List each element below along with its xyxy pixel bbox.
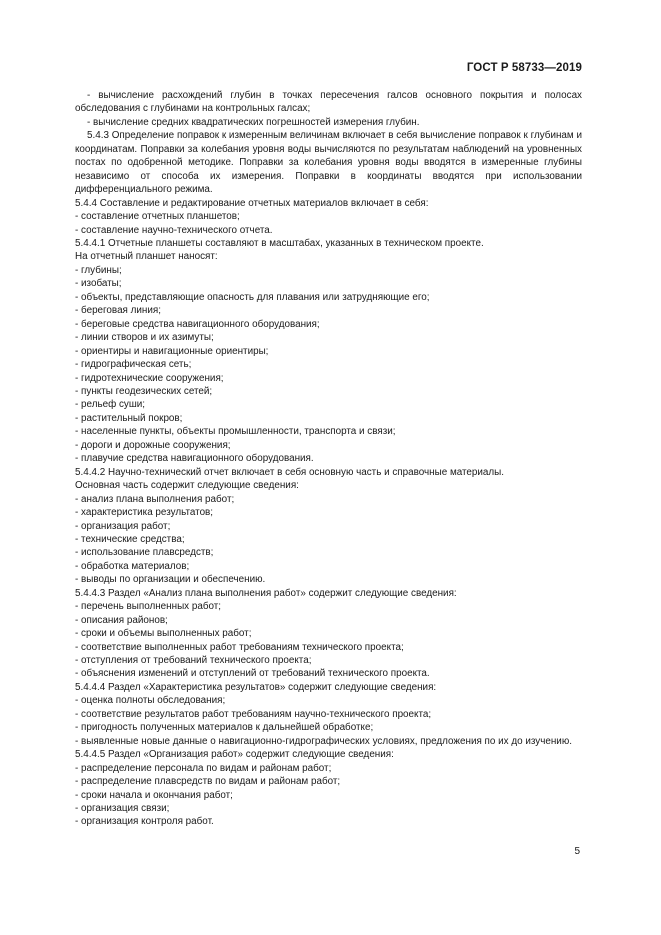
text-line: - береговая линия; (75, 305, 161, 317)
text-line: 5.4.4.5 Раздел «Организация работ» содержит следующие сведения: (75, 749, 394, 761)
text-line: - выводы по организации и обеспечению. (75, 574, 266, 586)
standard-designation: ГОСТ Р 58733—2019 (466, 62, 582, 74)
text-line: - гидрографическая сеть; (75, 359, 192, 371)
text-line: - линии створов и их азимуты; (75, 332, 214, 344)
text-line: - береговые средства навигационного оборудования; (75, 318, 320, 330)
text-line: - сроки начала и окончания работ; (75, 789, 233, 801)
text-line: - объяснения изменений и отступлений от требований технического проекта. (75, 668, 430, 680)
text-line: - рельеф суши; (75, 399, 146, 411)
text-line: - соответствие выполненных работ требованиям технического проекта; (75, 641, 404, 653)
document-body (75, 89, 582, 829)
text-line: - технические средства; (75, 533, 185, 545)
text-line: - составление отчетных планшетов; (75, 211, 240, 223)
text-line: - населенные пункты, объекты промышленности, транспорта и связи; (75, 426, 396, 438)
text-line: - гидротехнические сооружения; (75, 372, 224, 384)
text-line: - характеристика результатов; (75, 507, 214, 519)
text-line: - вычисление средних квадратических погрешностей измерения глубин. (87, 116, 420, 128)
text-line: - ориентиры и навигационные ориентиры; (75, 345, 269, 357)
text-line: - перечень выполненных работ; (75, 601, 222, 613)
text-line: - распределение персонала по видам и районам работ; (75, 762, 332, 774)
text-line: 5.4.4.3 Раздел «Анализ плана выполнения работ» содержит следующие сведения: (75, 587, 457, 599)
text-line: - глубины; (75, 264, 122, 276)
text-line: 5.4.3 Определение поправок к измеренным величинам включает в себя вычисление поправок к глубинам и координатам. Поправки за колебания уровня воды вычисляются по результатам наблюдений на уровненных постах по одобренной методике. Поправки за колебания уровня воды вводятся в измеренные глубины независимо от способа их измерения. Поправки в координаты вводятся при использовании дифференциального режима. (75, 130, 582, 196)
text-line: - плавучие средства навигационного оборудования. (75, 453, 314, 465)
text-line: 5.4.4.2 Научно-технический отчет включает в себя основную часть и справочные материалы. (75, 466, 505, 478)
text-line: - организация контроля работ. (75, 816, 214, 828)
text-line: 5.4.4.1 Отчетные планшеты составляют в масштабах, указанных в техническом проекте. (75, 237, 484, 249)
text-line: - составление научно-технического отчета. (75, 224, 273, 236)
page-number: 5 (574, 846, 580, 857)
text-line: - объекты, представляющие опасность для плавания или затрудняющие его; (75, 291, 430, 303)
text-line: - выявленные новые данные о навигационно-гидрографических условиях, предложения по их до изучению. (75, 735, 572, 747)
text-line: - дороги и дорожные сооружения; (75, 439, 231, 451)
text-line: - отступления от требований технического проекта; (75, 655, 312, 667)
text-line: - организация работ; (75, 520, 171, 532)
text-line: - анализ плана выполнения работ; (75, 493, 235, 505)
text-line: - распределение плавсредств по видам и районам работ; (75, 776, 341, 788)
text-line: - использование плавсредств; (75, 547, 214, 559)
text-line: - пригодность полученных материалов к дальнейшей обработке; (75, 722, 374, 734)
text-line: - изобаты; (75, 278, 122, 290)
text-line: - растительный покров; (75, 412, 183, 424)
text-line: Основная часть содержит следующие сведения: (75, 480, 299, 492)
text-line: - оценка полноты обследования; (75, 695, 226, 707)
text-line: 5.4.4.4 Раздел «Характеристика результатов» содержит следующие сведения: (75, 681, 437, 693)
text-line: - сроки и объемы выполненных работ; (75, 628, 252, 640)
text-line: - пункты геодезических сетей; (75, 385, 213, 397)
text-line: - организация связи; (75, 803, 170, 815)
text-line: - обработка материалов; (75, 560, 190, 572)
text-line: На отчетный планшет наносят: (75, 251, 218, 263)
text-line: 5.4.4 Составление и редактирование отчетных материалов включает в себя: (75, 197, 429, 209)
text-line: - описания районов; (75, 614, 168, 626)
text-line: - соответствие результатов работ требованиям научно-технического проекта; (75, 708, 432, 720)
text-line: - вычисление расхождений глубин в точках пересечения галсов основного покрытия и полосах обследования с глубинами на контрольных галсах; (75, 90, 582, 115)
